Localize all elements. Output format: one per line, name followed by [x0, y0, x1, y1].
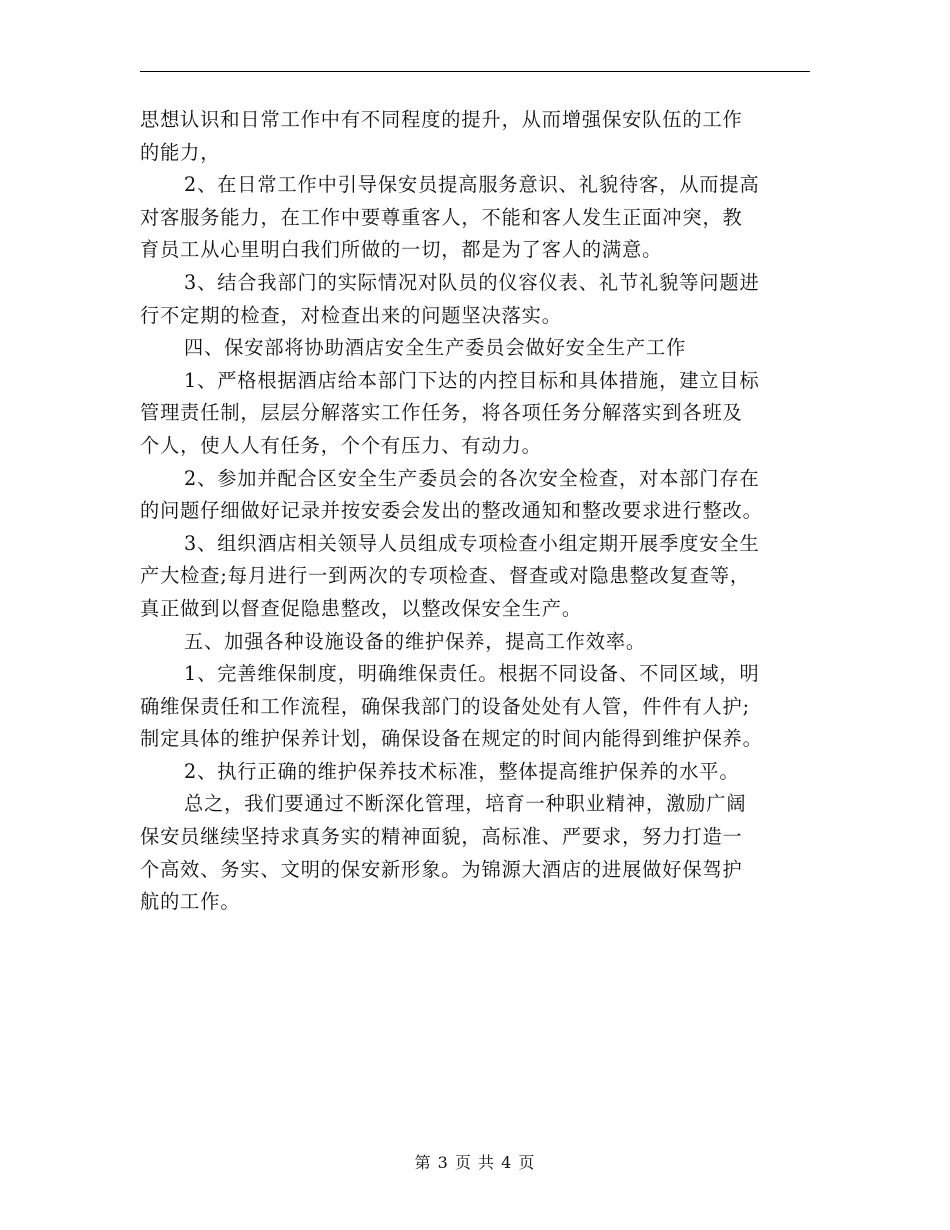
text-line: 1、完善维保制度，明确维保责任。根据不同设备、不同区域，明 [184, 662, 760, 686]
text-line: 保安员继续坚持求真务实的精神面貌，高标准、严要求，努力打造一 [140, 825, 743, 849]
text-line: 总之，我们要通过不断深化管理，培育一种职业精神，激励广阔 [184, 792, 747, 816]
text-line: 确维保责任和工作流程，确保我部门的设备处处有人管，件件有人护; [140, 694, 750, 718]
text-line: 个高效、务实、文明的保安新形象。为锦源大酒店的进展做好保驾护 [140, 857, 743, 881]
header-rule [140, 71, 810, 72]
text-line: 的问题仔细做好记录并按安委会发出的整改通知和整改要求进行整改。 [140, 499, 763, 523]
text-line: 航的工作。 [140, 890, 241, 914]
text-line: 2、在日常工作中引导保安员提高服务意识、礼貌待客，从而提高 [184, 173, 760, 197]
text-line: 的能力， [140, 140, 221, 164]
text-line: 制定具体的维护保养计划，确保设备在规定的时间内能得到维护保养。 [140, 727, 763, 751]
page-footer: 第 3 页 共 4 页 [414, 1153, 536, 1172]
text-line: 产大检查;每月进行一到两次的专项检查、督查或对隐患整改复查等， [140, 564, 750, 588]
text-line: 四、保安部将协助酒店安全生产委员会做好安全生产工作 [184, 336, 687, 360]
text-line: 五、加强各种设施设备的维护保养，提高工作效率。 [184, 629, 647, 653]
text-line: 对客服务能力，在工作中要尊重客人，不能和客人发生正面冲突，教 [140, 205, 743, 229]
text-line: 1、严格根据酒店给本部门下达的内控目标和具体措施，建立目标 [184, 368, 760, 392]
text-line: 思想认识和日常工作中有不同程度的提升，从而增强保安队伍的工作 [140, 108, 743, 131]
text-line: 个人，使人人有任务，个个有压力、有动力。 [140, 433, 542, 457]
text-line: 3、结合我部门的实际情况对队员的仪容仪表、礼节礼貌等问题进 [184, 270, 760, 294]
text-line: 行不定期的检查，对检查出来的问题坚决落实。 [140, 303, 562, 327]
text-line: 管理责任制，层层分解落实工作任务，将各项任务分解落实到各班及 [140, 401, 743, 425]
text-line: 2、执行正确的维护保养技术标准，整体提高维护保养的水平。 [184, 759, 740, 783]
body-text [140, 104, 810, 919]
text-line: 真正做到以督查促隐患整改，以整改保安全生产。 [140, 596, 582, 620]
text-line: 2、参加并配合区安全生产委员会的各次安全检查，对本部门存在 [184, 466, 760, 490]
text-line: 育员工从心里明白我们所做的一切，都是为了客人的满意。 [140, 238, 663, 262]
text-line: 3、组织酒店相关领导人员组成专项检查小组定期开展季度安全生 [184, 531, 760, 555]
